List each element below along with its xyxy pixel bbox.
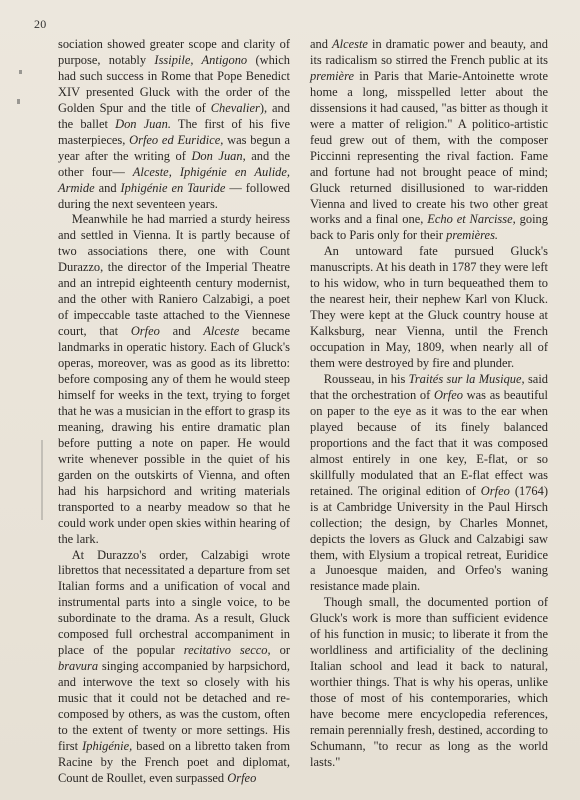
text-run: was as beautiful on paper to the eye as it was to the ear when played because of its finely balanced proportions and the fact that it was composed almost entirely in one key, E-flat, or so skillfully modulated that an E-flat effect was retained. The original edition of: [310, 387, 548, 498]
paragraph: [58, 212, 290, 547]
text-run: At Durazzo's order, Calzabigi wrote librettos that necessitated a departure from set Italian forms and a unification of vocal and instrumental parts into a single voice, to be subordinate to the drama. As a result, Gluck composed full orchestral accompaniment in place of the popular: [58, 547, 290, 658]
italic-text: Orfeo: [433, 387, 463, 402]
italic-text: Don Juan.: [115, 116, 171, 131]
text-run: (1764) is at Cambridge University in the Paul Hirsch collection; the design, by Charles Monnet, depicts the lovers as Gluck and Calzabigi saw them, with Elysium a tropical retreat, Euridice a Junoesque maiden, and Orfeo's waning resistance made plain.: [310, 483, 548, 594]
text-run: (which had such success in Rome that Pope Benedict XIV presented Gluck with the order of the Golden Spur and the title of: [58, 52, 291, 115]
italic-text: Issipile, Antigono: [154, 52, 248, 67]
italic-text: Alceste: [332, 37, 368, 51]
italic-text: Echo et Narcisse,: [427, 212, 516, 227]
italic-text: Chevalier: [210, 100, 260, 115]
italic-text: Traités sur la Musique,: [408, 372, 525, 387]
paragraph: [310, 37, 548, 244]
margin-mark: [19, 70, 22, 74]
text-run: An untoward fate pursued Gluck's manuscripts. At his death in 1787 they were left to his widow, who in turn bequeathed them to the nearest heir, their nephew Karl von Kluck. They were kept at the Gluck country house at Kalksburg, near Vienna, until the French occupation in May, 1809, when nearly all of them were destroyed by fire and plunder.: [310, 244, 548, 371]
text-run: and: [94, 180, 121, 195]
text-run: going back to Paris only for their: [310, 212, 548, 243]
italic-text: Iphigénie en Tauride: [120, 180, 226, 195]
text-run: sociation showed greater scope and clarity of purpose, notably: [58, 37, 290, 67]
right-column: [310, 37, 548, 771]
text-run: was begun a year after the writing of: [58, 132, 290, 163]
paragraph: [310, 595, 548, 770]
text-run: singing accompanied by harpsichord, and interwove the text so closely with his music that it could not be detached and re-composed by others, as was the custom, often to the extent of twenty or more settings. His first: [58, 659, 290, 753]
text-run: ), and the ballet: [58, 100, 290, 131]
text-run: The first of his five masterpieces,: [58, 116, 290, 147]
paragraph: [58, 548, 290, 787]
text-run: Meanwhile he had married a sturdy heiress and settled in Vienna. It is partly because of two associations there, one with Count Durazzo, the director of the Imperial Theatre and an intrepid eighteenth century modernist, and the other with Raniero Calzabigi, a poet of impeccable taste attached to the Viennese court, that: [58, 212, 290, 339]
italic-text: recitativo secco,: [183, 643, 271, 658]
paragraph: [310, 372, 548, 595]
italic-text: Iphigénie,: [82, 738, 133, 753]
italic-text: Don Juan,: [191, 148, 246, 163]
italic-text: Alceste: [203, 324, 240, 339]
italic-text: Orfeo: [480, 483, 510, 498]
paragraph: [58, 37, 290, 212]
left-column: [58, 37, 290, 787]
italic-text: premières.: [446, 228, 499, 243]
margin-mark: [17, 99, 20, 104]
italic-text: Alceste, Iphigénie en Aulide, Armide: [58, 164, 290, 195]
text-run: or: [270, 643, 290, 658]
page-number: 20: [34, 17, 47, 31]
italic-text: Orfeo: [227, 770, 257, 785]
paragraph: [310, 244, 548, 372]
italic-text: première: [310, 68, 354, 83]
italic-text: Orfeo: [130, 324, 160, 339]
text-run: and: [159, 324, 204, 339]
text-run: said that the orchestration of: [310, 372, 548, 402]
italic-text: bravura: [58, 659, 99, 674]
text-run: Though small, the documented portion of Gluck's work is more than sufficient evidence of his function in music; to liberate it from the worldliness and artificiality of the declining Italian school and lead it back to natural, worthier things. That is why his operas, unlike those of most of his contemporaries, which have become mere encyclopedia references, remain perennially fresh, destined, according to Schumann, "to recur as long as the world lasts.": [310, 595, 548, 769]
text-run: Rousseau, in his: [323, 372, 409, 387]
text-run: in Paris that Marie-Antoinette wrote home a long, misspelled letter about the dissensions it had caused, "as bitter as though it were a matter of religion." A politico-artistic feud grew out of them, with the composer Piccinni representing the rival faction. Fame and fortune had not brought peace of mind; Gluck returned disillusioned to war-ridden Vienna and lived to create his two other great works and a final one,: [310, 68, 548, 227]
margin-mark: [41, 440, 43, 520]
text-run: became landmarks in operatic history. Each of Gluck's operas, moreover, was as good as its libretto: before composing any of them he would steep himself for weeks in the text, trying to forget that he was a musician in the effort to grasp its meaning, drawing his entire dramatic plan before putting a note on paper. He would write whenever possible in the quiet of his garden on the outskirts of Vienna, and often had his harpsichord and writing materials transported to a nearby meadow so that he could work under open skies within hearing of the lark.: [58, 324, 290, 546]
text-run: in dramatic power and beauty, and its radicalism so stirred the French public at its: [310, 37, 548, 67]
text-run: and the other four—: [58, 148, 290, 179]
text-run: and: [310, 37, 333, 51]
text-run: — followed during the next seventeen years.: [58, 180, 290, 211]
italic-text: Orfeo ed Euridice,: [129, 132, 224, 147]
text-run: based on a libretto taken from Racine by the French poet and diplomat, Count de Roullet, even surpassed: [58, 738, 290, 785]
